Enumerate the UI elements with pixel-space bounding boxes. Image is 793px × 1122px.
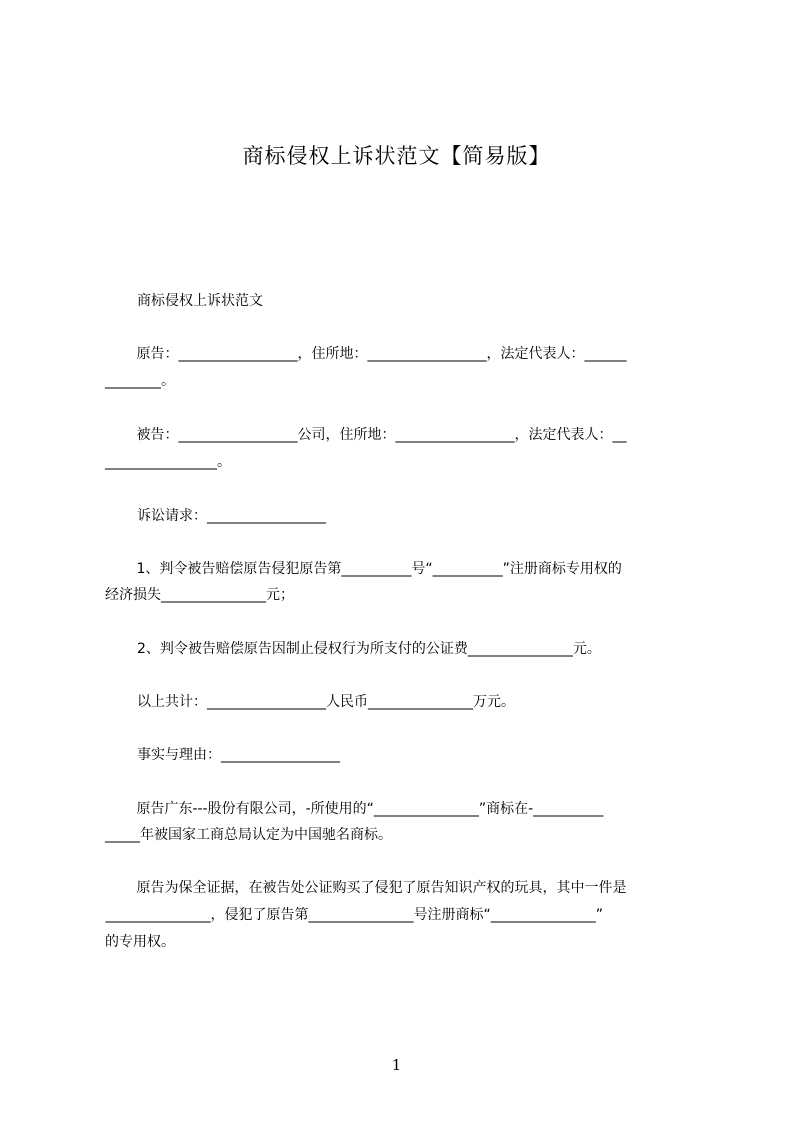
fact-2-line-3: 的专用权。 xyxy=(105,934,175,950)
claim-1-line-2: 经济损失_______________元； xyxy=(105,587,294,603)
page-number: 1 xyxy=(391,1056,402,1074)
claim-1-line-1: 1、判令被告赔偿原告侵犯原告第__________号“__________”注册商标专用权的 xyxy=(132,561,622,577)
document-title: 商标侵权上诉状范文【简易版】 xyxy=(242,144,551,168)
fact-2-line-2: _______________，侵犯了原告第_______________号注册商标“_______________” xyxy=(101,907,603,923)
claims-heading: 诉讼请求：_________________ xyxy=(137,508,326,524)
fact-2-line-1: 原告为保全证据，在被告处公证购买了侵犯了原告知识产权的玩具，其中一件是 xyxy=(132,880,627,896)
fact-1-line-1: 原告广东---股份有限公司，-所使用的“_______________”商标在-__________ xyxy=(132,801,604,817)
defendant-line-1: 被告：_________________公司，住所地：_________________，法定代表人：__ xyxy=(132,427,627,443)
plaintiff-line-1: 原告：_________________，住所地：_________________，法定代表人：______ xyxy=(132,346,627,362)
facts-heading: 事实与理由：_________________ xyxy=(137,747,340,763)
subtitle: 商标侵权上诉状范文 xyxy=(137,293,263,309)
claim-2: 2、判令被告赔偿原告因制止侵权行为所支付的公证费_______________元。 xyxy=(137,641,601,657)
defendant-line-2: ________________。 xyxy=(105,454,231,470)
total-amount: 以上共计：_________________人民币_______________万元。 xyxy=(137,694,515,710)
fact-1-line-2: _____年被国家工商总局认定为中国驰名商标。 xyxy=(105,827,392,843)
plaintiff-line-2: ________。 xyxy=(105,373,175,389)
